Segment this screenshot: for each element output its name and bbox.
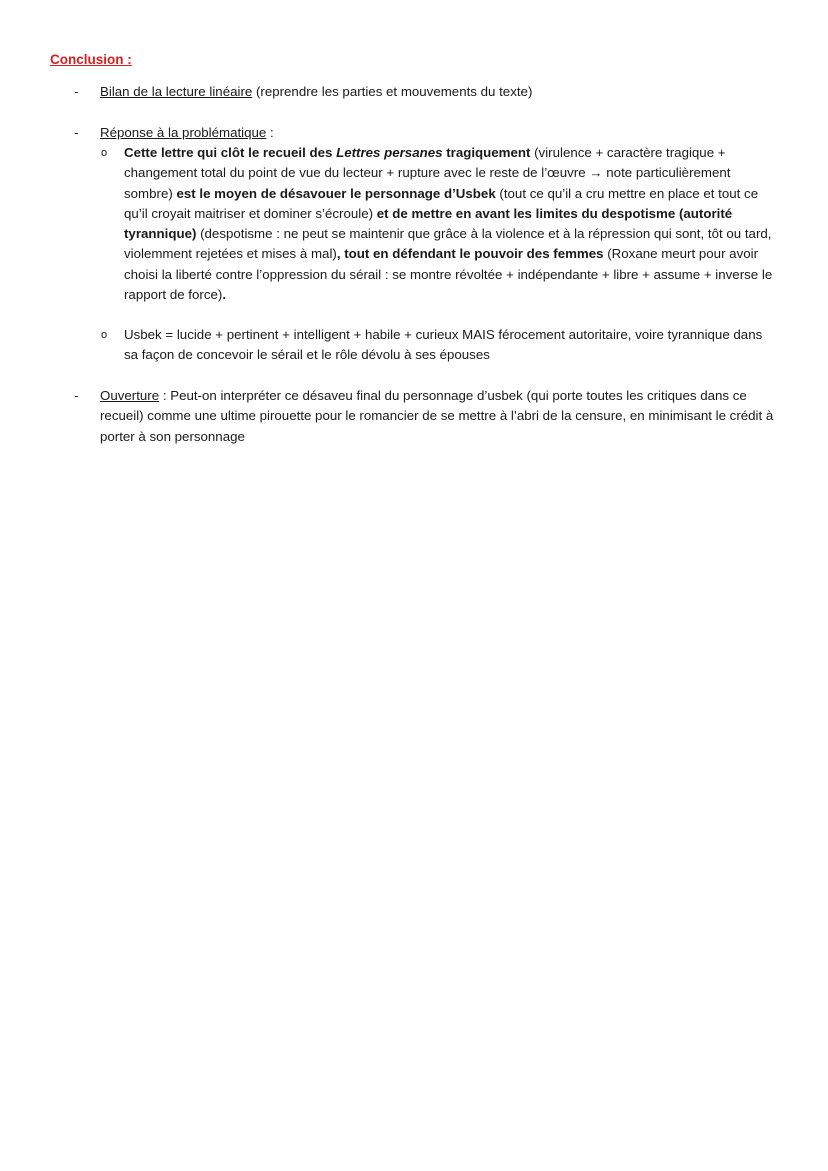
- sub-item-text: [124, 143, 779, 305]
- dash-marker: -: [74, 125, 79, 140]
- item-text: (reprendre les parties et mouvements du texte): [252, 84, 533, 99]
- list-item-text: [100, 386, 780, 447]
- dash-marker: -: [74, 84, 79, 99]
- item-text: :: [266, 125, 274, 140]
- italic-title: Lettres persanes: [336, 145, 443, 160]
- plain-text: (despotisme : ne peut se maintenir que grâce à la violence et à la répression qui sont, tôt ou tard, violemment rejetées et mises à mal): [124, 226, 772, 262]
- bold-text: tragiquement: [442, 145, 531, 160]
- conclusion-heading: Conclusion :: [50, 52, 132, 67]
- bold-text: Cette lettre qui clôt le recueil des: [124, 145, 337, 160]
- plain-text: (virulence + caractère tragique + changement total du point de vue du lecteur + rupture avec le reste de l’œuvre → note particulièrement sombre): [124, 145, 731, 201]
- circle-bullet-icon: o: [101, 329, 108, 341]
- bold-text: est le moyen de désavouer le personnage d’Usbek: [176, 185, 496, 201]
- item-text: : Peut-on interpréter ce désaveu final du personnage d’usbek (qui porte toutes les critiques dans ce recueil) comme une ultime pirouette pour le romancier de se mettre à l’abri de la censure, en minimisant le crédit à porter à son personnage: [100, 388, 774, 444]
- list-item-text: [100, 82, 780, 102]
- item-label: Bilan de la lecture linéaire: [100, 84, 253, 99]
- bold-text: , tout en défendant le pouvoir des femmes: [336, 246, 604, 262]
- bold-text: .: [222, 287, 227, 303]
- sub-item-text: Usbek = lucide + pertinent + intelligent + habile + curieux MAIS férocement autoritaire, voire tyrannique dans sa façon de concevoir le sérail et le rôle dévolu à ses épouses: [124, 327, 763, 363]
- plain-text: (Roxane meurt pour avoir choisi la liberté contre l’oppression du sérail : se montre révoltée + indépendante + libre + assume + inverse le rapport de force): [124, 246, 773, 303]
- list-item-text: [100, 123, 780, 143]
- plain-text: (tout ce qu’il a cru mettre en place et tout ce qu’il croyait maitriser et dominer s’écroule): [124, 185, 759, 221]
- dash-marker: -: [74, 388, 79, 403]
- circle-bullet-icon: o: [101, 147, 108, 159]
- item-label: Ouverture: [100, 388, 160, 403]
- bold-text: et de mettre en avant les limites du despotisme (autorité tyrannique): [124, 205, 733, 242]
- item-label: Réponse à la problématique: [100, 125, 267, 140]
